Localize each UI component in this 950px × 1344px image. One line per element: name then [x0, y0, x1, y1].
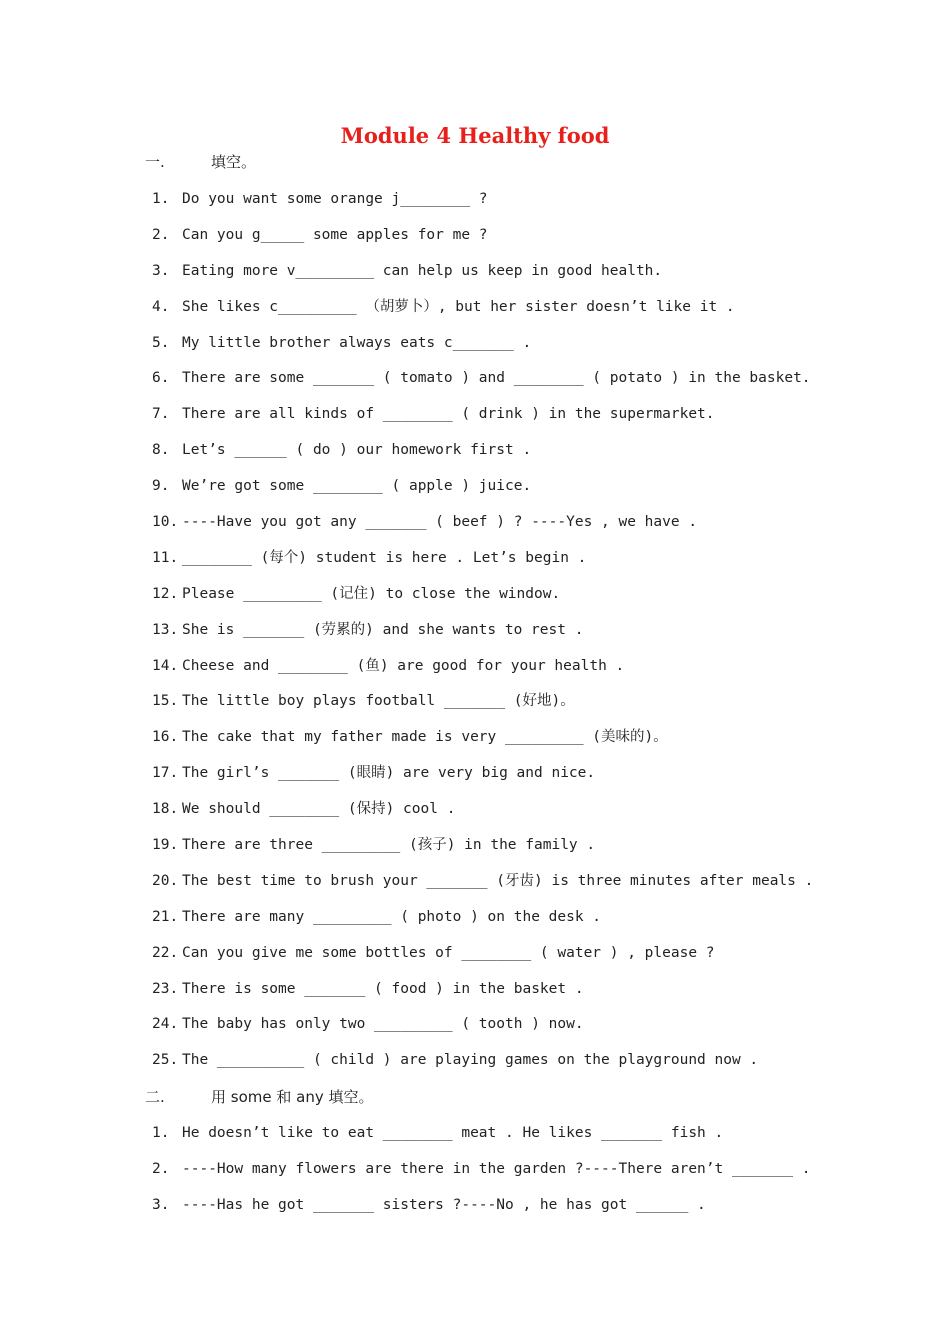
section-2-title: 用 some 和 any 填空。: [211, 1088, 374, 1106]
question-text: Please _________ (记住) to close the window.: [182, 585, 561, 602]
question-number: 14.: [152, 657, 179, 674]
question-number: 4.: [152, 298, 170, 315]
question-number: 7.: [152, 406, 170, 423]
question-number: 1.: [152, 1125, 170, 1141]
question-text: Do you want some orange j________ ?: [182, 191, 488, 207]
question-number: 13.: [152, 621, 179, 638]
question-item: [152, 691, 813, 727]
question-item: [152, 871, 813, 907]
question-number: 16.: [152, 729, 179, 746]
question-text: The best time to brush your _______ (牙齿) is three minutes after meals .: [182, 872, 814, 889]
page-title: Module 4 Healthy food: [340, 123, 610, 148]
section-1-heading: [145, 151, 256, 172]
question-text: We’re got some ________ ( apple ) juice.: [182, 478, 532, 495]
question-item: [152, 297, 813, 333]
question-number: 18.: [152, 801, 179, 818]
question-number: 24.: [152, 1016, 179, 1033]
question-text: There is some _______ ( food ) in the basket .: [182, 980, 584, 997]
question-number: 12.: [152, 585, 179, 602]
question-text: There are many _________ ( photo ) on the desk .: [182, 908, 602, 925]
question-text: The cake that my father made is very _________ (美味的)。: [182, 729, 668, 746]
question-item: [152, 548, 813, 584]
question-text: ----How many flowers are there in the garden ?----There aren’t _______ .: [182, 1160, 811, 1177]
question-text: She likes c_________ （胡萝卜）, but her sister doesn’t like it .: [182, 298, 735, 315]
question-number: 11.: [152, 549, 179, 566]
question-text: There are some _______ ( tomato ) and ________ ( potato ) in the basket.: [182, 370, 811, 387]
question-text: My little brother always eats c_______ .: [182, 334, 532, 351]
question-number: 5.: [152, 334, 170, 351]
question-text: There are three _________ (孩子) in the family .: [182, 837, 596, 854]
question-item: [152, 189, 813, 225]
question-item: [152, 799, 813, 835]
question-text: Can you give me some bottles of ________ ( water ) , please ?: [182, 944, 715, 961]
section-1-list: [152, 189, 813, 1086]
question-text: There are all kinds of ________ ( drink ) in the supermarket.: [182, 406, 715, 423]
question-number: 2.: [152, 1160, 170, 1177]
question-item: [152, 620, 813, 656]
question-text: Can you g_____ some apples for me ?: [182, 226, 488, 243]
question-number: 19.: [152, 837, 179, 854]
question-item: [152, 404, 813, 440]
section-1-title: 填空。: [211, 153, 257, 171]
question-text: Cheese and ________ (鱼) are good for your health .: [182, 657, 625, 674]
question-number: 22.: [152, 944, 179, 961]
question-item: [152, 763, 813, 799]
section-2-number: 二.: [145, 1088, 165, 1106]
question-text: ----Have you got any _______ ( beef ) ? ----Yes , we have .: [182, 514, 698, 531]
section-2-list: [152, 1123, 811, 1231]
question-number: 10.: [152, 514, 179, 531]
question-number: 3.: [152, 1196, 170, 1213]
question-item: [152, 440, 813, 476]
question-number: 9.: [152, 478, 170, 495]
question-number: 23.: [152, 980, 179, 997]
question-item: [152, 1050, 813, 1086]
question-item: [152, 943, 813, 979]
question-item: [152, 476, 813, 512]
question-number: 2.: [152, 226, 170, 243]
question-number: 21.: [152, 908, 179, 925]
question-text: ----Has he got _______ sisters ?----No , he has got ______ .: [182, 1196, 706, 1213]
question-number: 3.: [152, 262, 170, 279]
question-number: 6.: [152, 370, 170, 387]
question-text: He doesn’t like to eat ________ meat . He likes _______ fish .: [182, 1125, 724, 1141]
question-number: 15.: [152, 693, 179, 710]
question-item: [152, 1195, 811, 1231]
question-item: [152, 727, 813, 763]
question-item: [152, 656, 813, 692]
question-item: [152, 907, 813, 943]
question-text: We should ________ (保持) cool .: [182, 801, 456, 818]
question-item: [152, 225, 813, 261]
question-number: 17.: [152, 765, 179, 782]
question-item: [152, 368, 813, 404]
question-number: 1.: [152, 191, 170, 207]
question-number: 25.: [152, 1052, 179, 1069]
section-1-number: 一.: [145, 153, 165, 171]
question-text: ________ (每个) student is here . Let’s begin .: [182, 549, 587, 566]
question-item: [152, 979, 813, 1015]
question-item: [152, 1014, 813, 1050]
question-text: The baby has only two _________ ( tooth ) now.: [182, 1016, 584, 1033]
section-2-heading: [145, 1086, 373, 1107]
question-text: The __________ ( child ) are playing games on the playground now .: [182, 1052, 759, 1069]
question-item: [152, 333, 813, 369]
question-item: [152, 835, 813, 871]
question-item: [152, 1159, 811, 1195]
question-item: [152, 584, 813, 620]
question-item: [152, 1123, 811, 1159]
question-text: The girl’s _______ (眼睛) are very big and nice.: [182, 765, 596, 782]
question-number: 20.: [152, 872, 179, 889]
question-number: 8.: [152, 442, 170, 459]
question-item: [152, 261, 813, 297]
question-item: [152, 512, 813, 548]
question-text: Eating more v_________ can help us keep in good health.: [182, 262, 663, 279]
question-text: Let’s ______ ( do ) our homework first .: [182, 442, 532, 459]
question-text: She is _______ (劳累的) and she wants to rest .: [182, 621, 584, 638]
question-text: The little boy plays football _______ (好地)。: [182, 693, 575, 710]
